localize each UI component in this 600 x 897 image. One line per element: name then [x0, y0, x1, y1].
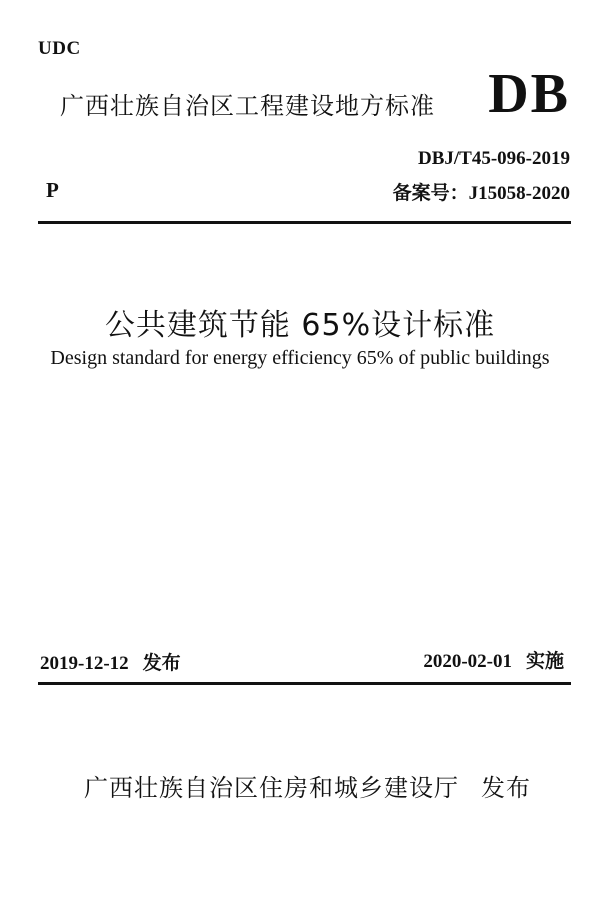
document-title-chinese: 公共建筑节能 65%设计标准	[104, 308, 496, 343]
top-divider	[38, 221, 571, 224]
department-standard-title: 广西壮族自治区工程建设地方标准	[60, 92, 435, 120]
issue-date: 2019-12-12	[40, 653, 129, 674]
publisher-action: 发布	[481, 774, 531, 802]
category-mark: P	[46, 178, 59, 202]
issue-date-block	[40, 648, 181, 675]
implementation-label: 实施	[525, 650, 564, 672]
implementation-date: 2020-02-01	[423, 651, 512, 672]
publisher-name: 广西壮族自治区住房和城乡建设厅	[84, 774, 459, 802]
issue-label: 发布	[142, 652, 181, 674]
record-number: 备案号：J15058-2020	[392, 183, 570, 204]
implementation-date-block	[423, 646, 564, 673]
udc-label: UDC	[38, 38, 81, 59]
bottom-divider	[38, 682, 571, 685]
db-mark: DB	[488, 63, 570, 125]
standard-code: DBJ/T45-096-2019	[418, 148, 570, 169]
publisher-block	[84, 768, 531, 803]
document-title-english: Design standard for energy efficiency 65% of public buildings	[50, 347, 550, 369]
